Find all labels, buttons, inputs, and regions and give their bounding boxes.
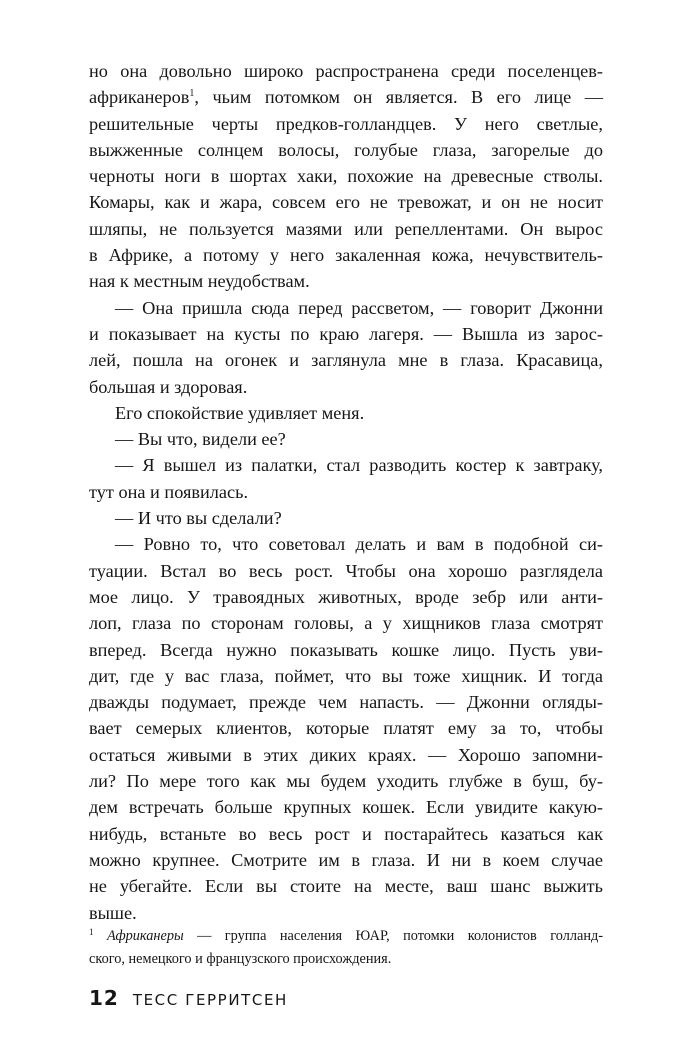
text-line: выжженные солнцем волосы, голубые глаза, загорелые до [89, 139, 603, 160]
footnote-term: Африканеры [106, 928, 184, 944]
page-number: 12 [89, 986, 119, 1010]
footnote-text: — группа населения ЮАР, потомки колонистов голланд- [183, 928, 604, 944]
text-line: в Африке, а потому у него закаленная кожа, нечувствитель- [89, 245, 603, 266]
text-line: дважды подумает, прежде чем напасть. — Джонни огляды- [89, 692, 603, 713]
text-line: Его спокойствие удивляет меня. [115, 402, 365, 423]
text-line: ная к местным неудобствам. [89, 271, 310, 292]
text-line: дит, где у вас глаза, поймет, что вы тоже хищник. И тогда [89, 665, 603, 686]
text-line: мое лицо. У травоядных животных, вроде зебр или анти- [89, 586, 603, 607]
text-fragment: , чьим потомком он является. В его лице — [194, 87, 603, 108]
text-line: не убегайте. Если вы стоите на месте, ваш шанс выжить [89, 876, 603, 897]
footnote-reference[interactable]: 1 [189, 88, 195, 100]
text-line: шляпы, не пользуется мазями или репеллентами. Он вырос [89, 218, 603, 239]
text-line: вперед. Всегда нужно показывать кошке лицо. Пусть уви- [89, 639, 603, 660]
body-text [89, 58, 603, 926]
text-line: решительные черты предков-голландцев. У него светлые, [89, 113, 603, 134]
text-line: нибудь, встаньте во весь рост и постарайтесь казаться как [89, 823, 603, 844]
text-line: — Вы что, видели ее? [115, 429, 286, 450]
text-line: тут она и появилась. [89, 481, 249, 502]
text-fragment: африканеров [89, 87, 190, 108]
text-line: но она довольно широко распространена среди поселенцев- [89, 61, 603, 81]
text-line: — Я вышел из палатки, стал разводить костер к завтраку, [115, 455, 603, 476]
footnote-line: ского, немецкого и французского происхождения. [89, 951, 392, 967]
footnote-line [89, 925, 603, 948]
text-line: черноты ноги в шортах хаки, похожие на древесные стволы. [89, 166, 603, 187]
footnote [89, 925, 603, 971]
text-line: туации. Встал во весь рост. Чтобы она хорошо разглядела [89, 560, 603, 581]
text-line: лоп, глаза по сторонам головы, а у хищников глаза смотрят [89, 613, 603, 634]
text-line: остаться живыми в этих диких краях. — Хорошо запомни- [89, 744, 603, 765]
text-line: — Она пришла сюда перед рассветом, — говорит Джонни [115, 297, 603, 318]
text-line: большая и здоровая. [89, 376, 248, 397]
text-line: Комары, как и жара, совсем его не тревожат, и он не носит [89, 192, 603, 213]
text-line: лей, пошла на огонек и заглянула мне в глаза. Красавица, [89, 350, 603, 371]
running-head: ТЕСС ГЕРРИТСЕН [132, 991, 288, 1009]
text-line: — Ровно то, что советовал делать и вам в подобной си- [115, 534, 603, 555]
footnote-marker: 1 [89, 927, 94, 937]
text-line: можно крупнее. Смотрите им в глаза. И ни в коем случае [89, 849, 603, 870]
text-line: и показывает на кусты по краю лагеря. — Вышла из зарос- [89, 323, 603, 344]
text-line: ли? По мере того как мы будем уходить глубже в буш, бу- [89, 771, 603, 792]
page-footer [89, 984, 288, 1012]
text-line: — И что вы сделали? [115, 508, 282, 529]
text-line: дем встречать больше крупных кошек. Если увидите какую- [89, 797, 603, 818]
text-line: выше. [89, 902, 137, 923]
text-line [89, 84, 603, 110]
text-line: вает семерых клиентов, которые платят ему за то, чтобы [89, 718, 603, 739]
